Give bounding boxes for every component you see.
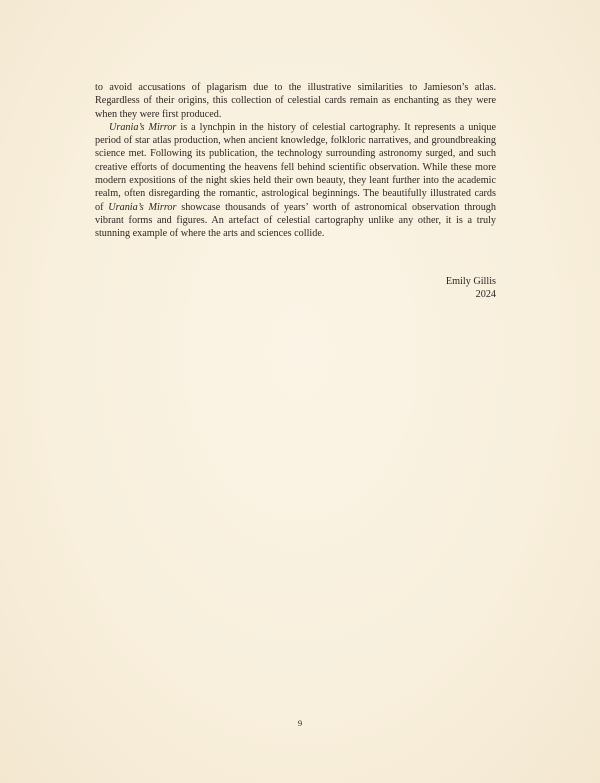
signature-block (446, 275, 496, 302)
paragraph-continuation (95, 81, 496, 121)
body-text (95, 81, 496, 241)
text-segment: to avoid accusations of plagarism due to the illustrative similarities to Jamieson’s atlas. Regardless of their origins, this collection of celestial cards remain as enchanting as they were when they were first produced. (95, 82, 496, 120)
author-name: Emily Gillis (445, 276, 496, 287)
signature-year: 2024 (475, 289, 496, 301)
text-segment: showcase thousands of years’ worth of astronomical observation through vibrant forms and figures. An artefact of celestial cartography unlike any other, it is a truly stunning example of where the arts and sciences collide. (95, 201, 496, 240)
page-number: 9 (297, 718, 303, 728)
book-title-italic: Urania’s Mirror (109, 121, 177, 133)
book-title-italic: Urania’s Mirror (108, 201, 177, 213)
paragraph-uranias-mirror (95, 121, 496, 241)
text-segment: is a lynchpin in the history of celestial cartography. It represents a unique period of star atlas production, when ancient knowledge, folkloric narratives, and groundbreaking science met. Following its publication, the technology surrounding astronomy surged, and such creative efforts of documenting the heavens fell behind scientific observation. While these more modern expositions of the night skies held their own beauty, they leant further into the academic realm, often disregarding the romantic, astrological beginnings. The beautifully illustrated cards of (95, 121, 496, 213)
